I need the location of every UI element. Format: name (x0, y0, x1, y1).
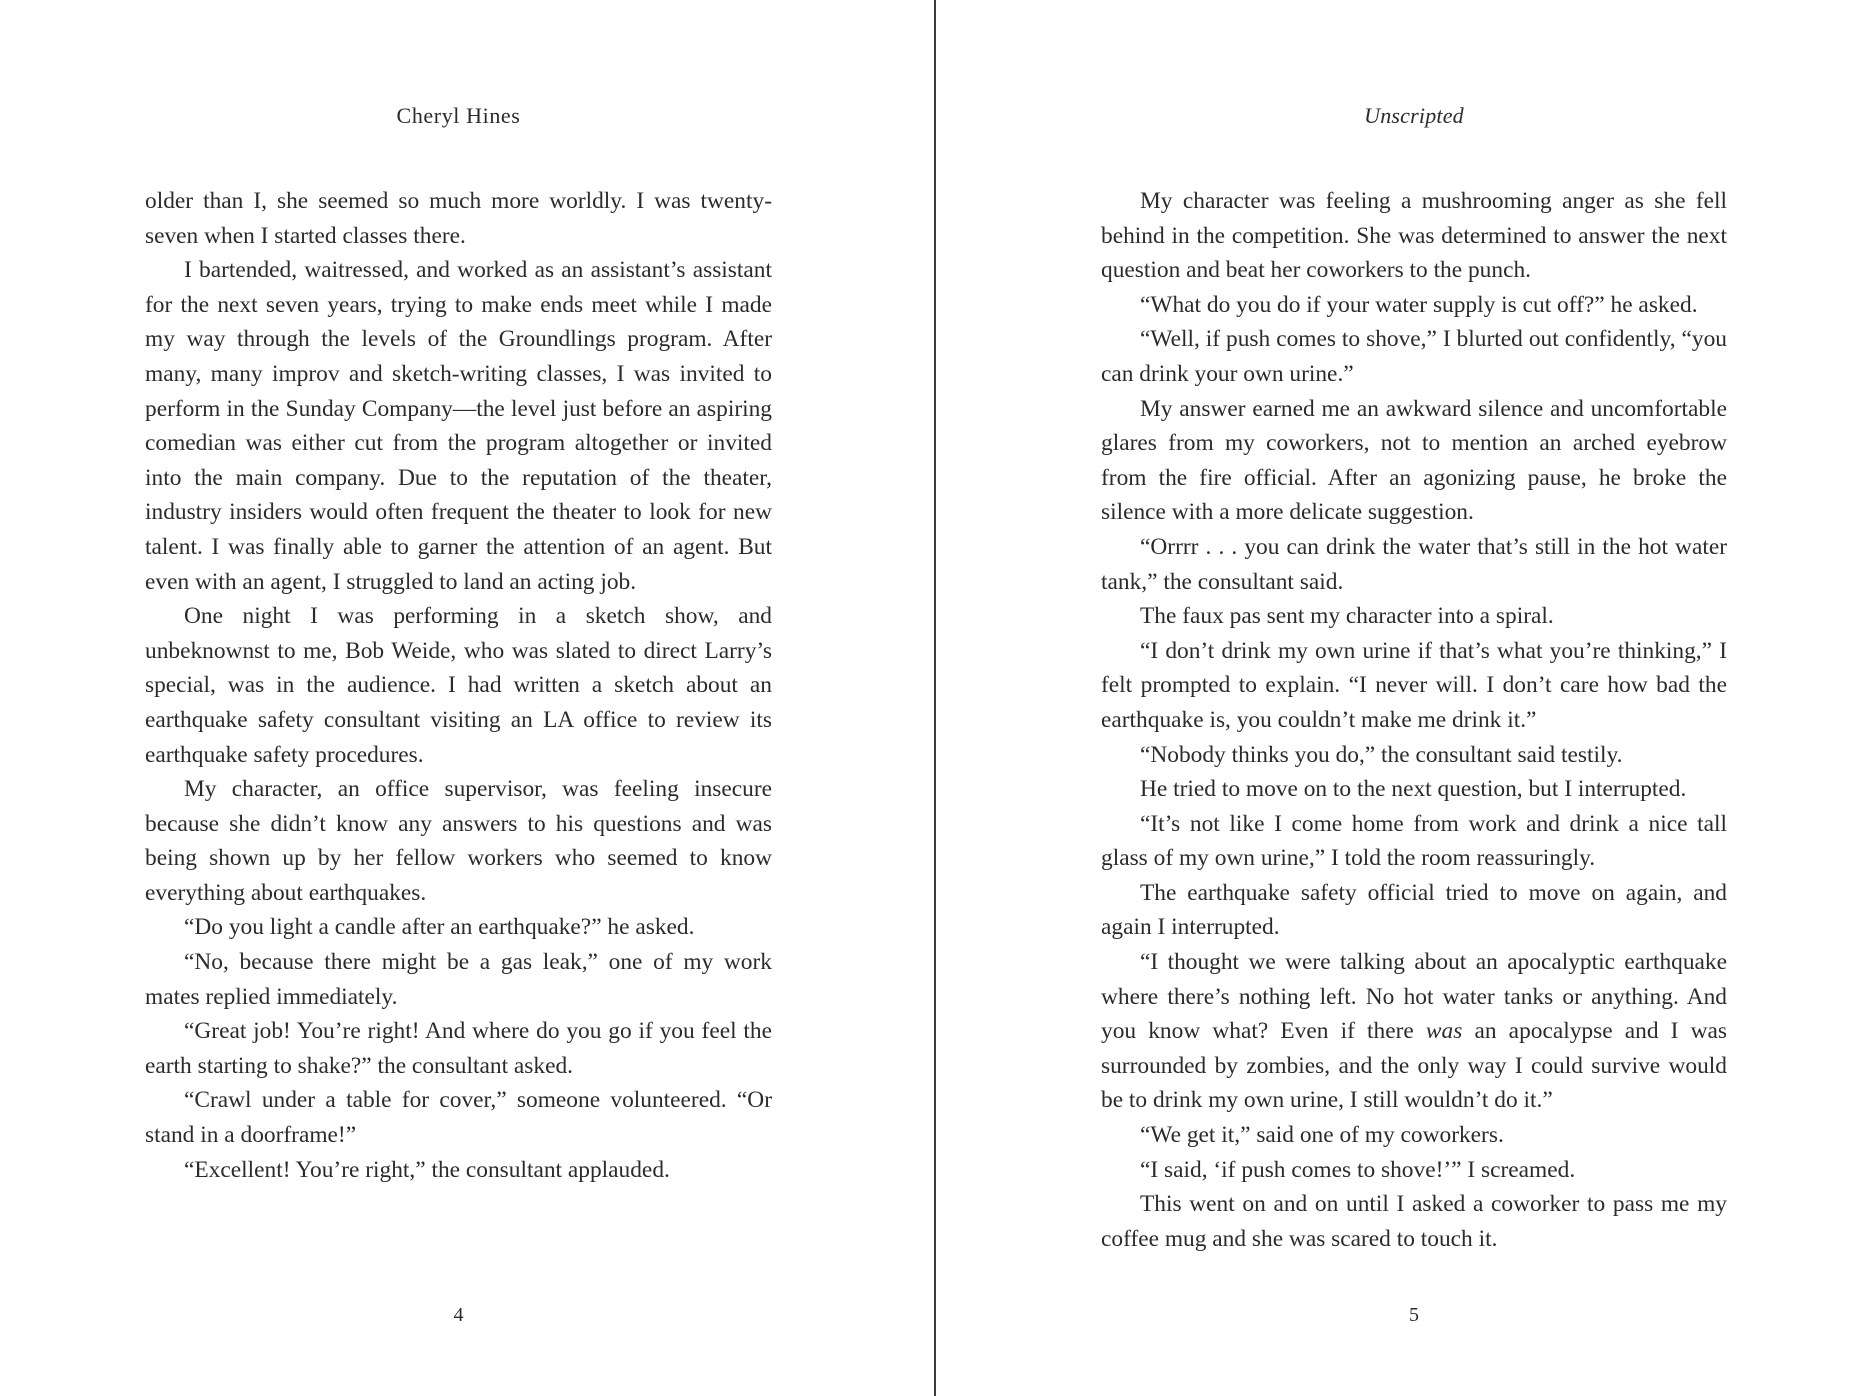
paragraph: My character, an office supervisor, was feeling insecure because she didn’t know any answers to his questions and was being shown up by her fellow workers who seemed to know everything about earthquakes. (145, 776, 772, 906)
left-page-body (145, 184, 772, 1187)
paragraph: “It’s not like I come home from work and drink a nice tall glass of my own urine,” I told the room reassuringly. (1101, 810, 1727, 872)
paragraph: “What do you do if your water supply is cut off?” he asked. (1140, 291, 1698, 318)
paragraph: “Well, if push comes to shove,” I blurted out confidently, “you can drink your own urine.” (1101, 326, 1727, 387)
paragraph: “Do you light a candle after an earthquake?” he asked. (184, 914, 695, 941)
running-head-title: Unscripted (1364, 103, 1464, 128)
paragraph: “No, because there might be a gas leak,” one of my work mates replied immediately. (145, 949, 772, 1010)
text-run: “I thought we were talking about an apocalyptic earthquake where there’s nothing left. No hot water tanks or anything. And you know what? Even if there (1101, 949, 1727, 1045)
paragraph: This went on and on until I asked a coworker to pass me my coffee mug and she was scared to touch it. (1101, 1191, 1727, 1252)
right-page (1101, 0, 1727, 1396)
paragraph: “We get it,” said one of my coworkers. (1140, 1122, 1504, 1149)
paragraph-apocalypse (1101, 945, 1727, 1118)
running-head-author: Cheryl Hines (396, 103, 521, 128)
paragraph: “Orrrr . . . you can drink the water that’s still in the hot water tank,” the consultant said. (1101, 533, 1727, 595)
paragraph: older than I, she seemed so much more worldly. I was twenty-seven when I started classes there. (145, 188, 772, 249)
paragraph: “I said, ‘if push comes to shove!’” I screamed. (1140, 1156, 1576, 1183)
page-number: 4 (453, 1304, 464, 1326)
paragraph: “I don’t drink my own urine if that’s what you’re thinking,” I felt prompted to explain. “I never will. I don’t care how bad the earthquake is, you couldn’t make me drink it.” (1101, 637, 1727, 733)
right-page-body (1101, 184, 1727, 1256)
page-number: 5 (1409, 1304, 1419, 1326)
text-run: an apocalypse and I was surrounded by zombies, and the only way I could survive would be to drink my own urine, I still wouldn’t do it.” (1101, 1018, 1727, 1114)
paragraph: “Excellent! You’re right,” the consultant applauded. (184, 1156, 670, 1183)
spine-divider (934, 0, 936, 1396)
paragraph: One night I was performing in a sketch show, and unbeknownst to me, Bob Weide, who was slated to direct Larry’s special, was in the audience. I had written a sketch about an earthquake safety consultant visiting an LA office to review its earthquake safety procedures. (145, 603, 772, 768)
emphasis-text: was (1425, 1018, 1463, 1045)
paragraph: The earthquake safety official tried to move on again, and again I interrupted. (1101, 879, 1727, 941)
paragraph: “Nobody thinks you do,” the consultant said testily. (1140, 741, 1623, 768)
paragraph: My character was feeling a mushrooming anger as she fell behind in the competition. She was determined to answer the next question and beat her coworkers to the punch. (1101, 188, 1727, 284)
paragraph: My answer earned me an awkward silence and uncomfortable glares from my coworkers, not to mention an arched eyebrow from the fire official. After an agonizing pause, he broke the silence with a more delicate suggestion. (1101, 395, 1727, 526)
paragraph: I bartended, waitressed, and worked as an assistant’s assistant for the next seven years, trying to make ends meet while I made my way through the levels of the Groundlings program. After many, many improv and sketch-writing classes, I was invited to perform in the Sunday Company—the level just before an aspiring comedian was either cut from the program altogether or invited into the main company. Due to the reputation of the theater, industry insiders would often frequent the theater to look for new talent. I was finally able to garner the attention of an agent. But even with an agent, I struggled to land an acting job. (145, 257, 772, 595)
paragraph: He tried to move on to the next question, but I interrupted. (1140, 776, 1687, 803)
paragraph: “Great job! You’re right! And where do you go if you feel the earth starting to shake?” the consultant asked. (145, 1018, 772, 1079)
left-page (145, 0, 772, 1396)
paragraph: “Crawl under a table for cover,” someone volunteered. “Or stand in a doorframe!” (145, 1087, 772, 1149)
paragraph: The faux pas sent my character into a spiral. (1140, 603, 1554, 630)
